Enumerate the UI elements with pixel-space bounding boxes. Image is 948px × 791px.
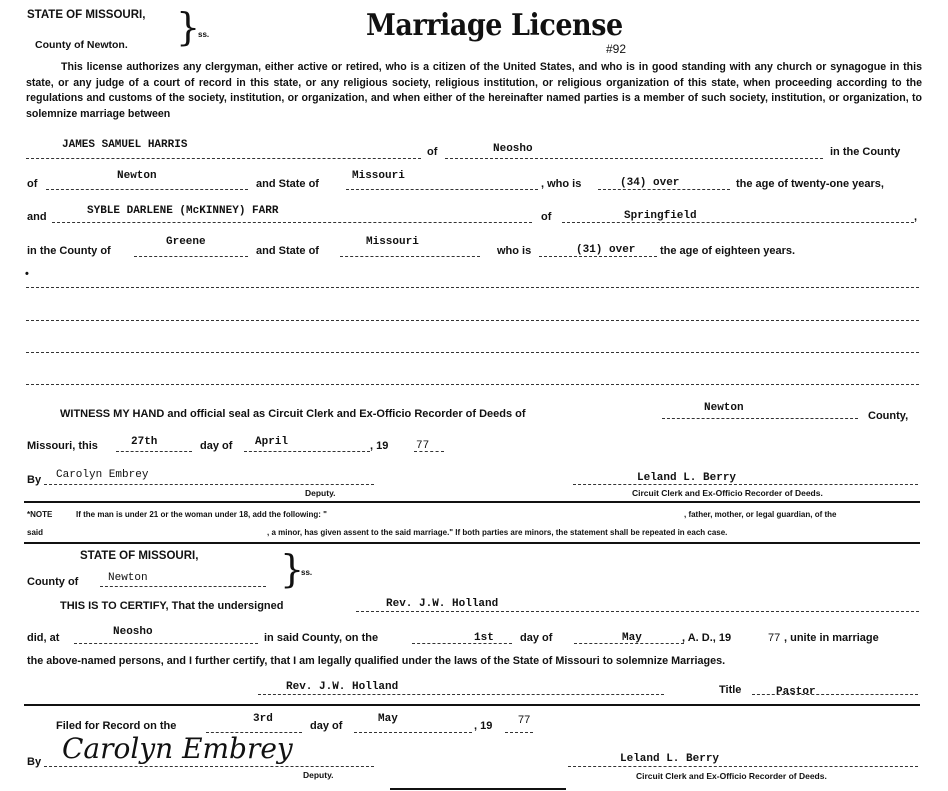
cert-county-line (100, 586, 266, 587)
header-state: STATE OF MISSOURI, (27, 9, 146, 21)
label-filed-day-of: day of (310, 720, 343, 732)
label-ad19: , A. D., 19 (682, 632, 732, 644)
cert-day-line (412, 643, 512, 644)
cert-place: Neosho (113, 626, 153, 638)
note-text-1: If the man is under 21 or the woman under 18, add the following: " (76, 510, 327, 519)
bride-age: (31) over (576, 244, 636, 256)
label-unite: , unite in marriage (784, 632, 879, 644)
cert-ss: ss. (301, 568, 313, 577)
license-number: #92 (606, 42, 627, 56)
groom-age: (34) over (620, 177, 680, 189)
label-age-text-2: the age of eighteen years. (660, 245, 796, 257)
cert-county-label: County of (27, 576, 79, 588)
witness-year: 77 (416, 440, 430, 452)
deputy-name: Carolyn Embrey (56, 469, 149, 481)
note-text-2: , father, mother, or legal guardian, of the (684, 510, 837, 519)
clerk-label: Circuit Clerk and Ex-Officio Recorder of Deeds. (632, 488, 823, 498)
label-filed-year-prefix: , 19 (474, 720, 493, 732)
witness-county-line (662, 418, 858, 419)
blank-line-3 (26, 352, 919, 353)
groom-state: Missouri (352, 170, 405, 182)
label-of-3: of (541, 211, 552, 223)
label-by: By (27, 474, 42, 486)
blank-line-4 (26, 384, 919, 385)
label-day-of: day of (200, 440, 233, 452)
blank-line-2 (26, 320, 919, 321)
filed-year-line (505, 732, 533, 733)
bottom-edge-mark (390, 788, 566, 790)
filing-deputy-line (44, 766, 374, 767)
clerk-line (573, 484, 918, 485)
label-of: of (427, 146, 438, 158)
deputy-line (44, 484, 374, 485)
bride-county: Greene (166, 236, 206, 248)
label-county: County, (868, 410, 909, 422)
bride-age-line (539, 256, 657, 257)
label-title: Title (719, 684, 742, 696)
cert-state: STATE OF MISSOURI, (80, 550, 199, 562)
intro-paragraph: This license authorizes any clergyman, either active or retired, who is a citizen of the United States, and who is in good standing with any church or synagogue in this state, or any judge of a court of record in this state, or any religious society, religious institution, or religious organization of this state, when proceeding according to the regulations and customs of the society, institution, or organization, and when either of the hereinafter named parties is a member of such society, institution, or organization, to solemnize marriage between (26, 61, 922, 120)
label-who-is-2: who is (497, 245, 532, 257)
cert-line-2: the above-named persons, and I further certify, that I am legally qualified under the laws of the State of Missouri to solemnize Marriages. (27, 655, 726, 667)
label-filing-by: By (27, 756, 42, 768)
officiant: Rev. J.W. Holland (386, 598, 499, 610)
cert-day: 1st (474, 632, 494, 644)
signature-line (258, 694, 664, 695)
filed-day: 3rd (253, 713, 273, 725)
note-text-3: , a minor, has given assent to the said marriage." If both parties are minors, the statement shall be repeated in each case. (267, 528, 728, 537)
comma: , (914, 211, 918, 223)
clerk-name: Leland L. Berry (637, 472, 737, 484)
label-and: and (27, 211, 47, 223)
label-of-2: of (27, 178, 38, 190)
filing-clerk-line (568, 766, 918, 767)
groom-city-line (445, 158, 823, 159)
label-in-said-county: in said County, on the (264, 632, 379, 644)
divider-1 (24, 501, 920, 503)
cert-county: Newton (108, 572, 148, 584)
witness-day: 27th (131, 436, 158, 448)
filing-deputy-label: Deputy. (303, 770, 334, 780)
filing-clerk-label: Circuit Clerk and Ex-Officio Recorder of Deeds. (636, 771, 827, 781)
bride-city: Springfield (624, 210, 697, 222)
groom-city: Neosho (493, 143, 533, 155)
divider-2 (24, 542, 920, 544)
bride-name: SYBLE DARLENE (McKINNEY) FARR (87, 205, 279, 217)
filed-year: 77 (518, 714, 531, 726)
label-state-of-2: and State of (256, 245, 319, 257)
deputy-label: Deputy. (305, 488, 336, 498)
bride-state-line (340, 256, 480, 257)
brace: } (176, 5, 201, 49)
bride-county-line (134, 256, 248, 257)
officiant-line (356, 611, 919, 612)
note-said: said (27, 528, 44, 537)
note-label: *NOTE (27, 510, 53, 519)
header-county: County of Newton. (35, 39, 128, 51)
groom-name-line (26, 158, 421, 159)
groom-county: Newton (117, 170, 157, 182)
witness-month-line (244, 451, 370, 452)
filing-clerk-name: Leland L. Berry (620, 753, 720, 765)
cert-brace: } (280, 547, 305, 591)
witness-day-line (116, 451, 192, 452)
cert-year: 77 (768, 632, 781, 644)
officiant-title: Pastor (776, 686, 816, 698)
witness-month: April (255, 436, 289, 448)
bullet: • (25, 268, 29, 280)
officiant-signature: Rev. J.W. Holland (286, 681, 399, 693)
groom-county-line (46, 189, 248, 190)
witness-text: WITNESS MY HAND and official seal as Circuit Clerk and Ex-Officio Recorder of Deeds of (60, 408, 526, 420)
certify-text: THIS IS TO CERTIFY, That the undersigned (60, 600, 284, 612)
groom-age-line (598, 189, 730, 190)
place-line (74, 643, 258, 644)
bride-name-line (52, 222, 532, 223)
label-in-the-county: in the County (830, 146, 901, 158)
page-title: Marriage License (366, 8, 623, 43)
groom-state-line (346, 189, 538, 190)
filed-month-line (354, 732, 472, 733)
label-missouri-this: Missouri, this (27, 440, 98, 452)
cert-month: May (622, 632, 642, 644)
label-age-text: the age of twenty-one years, (736, 178, 884, 190)
label-who-is: , who is (541, 178, 582, 190)
divider-3 (24, 704, 920, 706)
filed-month: May (378, 713, 398, 725)
blank-line-1 (26, 287, 919, 288)
label-state-of: and State of (256, 178, 319, 190)
label-year-prefix: , 19 (370, 440, 389, 452)
groom-name: JAMES SAMUEL HARRIS (62, 139, 188, 151)
witness-county: Newton (704, 402, 744, 414)
bride-state: Missouri (366, 236, 419, 248)
label-in-county-of: in the County of (27, 245, 111, 257)
filed-label: Filed for Record on the (56, 720, 177, 732)
label-did-at: did, at (27, 632, 60, 644)
header-ss: ss. (198, 30, 210, 39)
bride-city-line (562, 222, 914, 223)
label-cert-day-of: day of (520, 632, 553, 644)
filing-deputy-signature: Carolyn Embrey (62, 732, 293, 765)
